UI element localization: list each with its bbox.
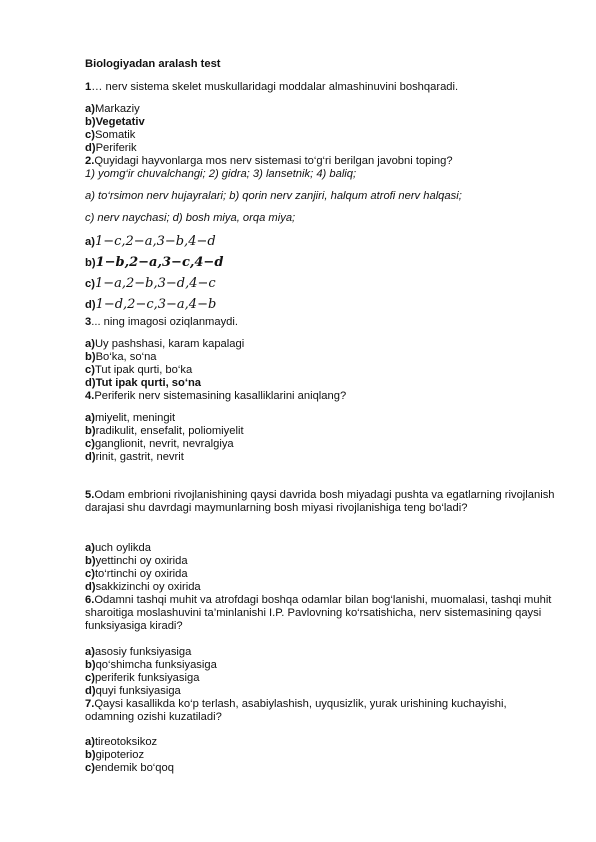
option-label: b) — [85, 116, 96, 128]
option-4a — [85, 412, 175, 425]
option-text: quyi funksiyasiga — [95, 685, 181, 697]
option-text: 1−d,2−c,3−a,4−b — [95, 297, 217, 312]
question-number: 4 — [85, 390, 92, 402]
option-label: a) — [85, 236, 95, 248]
option-text: to‘rtinchi oy oxirida — [94, 568, 188, 580]
question-text: Odamni tashqi muhit va atrofdagi boshqa odamlar bilan bog‘lanishi, muomalasi, tashqi muhit sharoitiga moslashuvini ta’minlanishi I.P. Pavlovning ko‘rsatishicha, nerv sistemasining qaysi funksiyasiga kiradi? — [85, 594, 552, 633]
option-5b — [85, 555, 188, 568]
option-text: Uy pashshasi, karam kapalagi — [94, 338, 245, 350]
question-text: Odam embrioni rivojlanishining qaysi davrida bosh miyadagi pushta va egatlarning rivojlanish darajasi shu davrdagi maymunlarning bosh miyasi rivojlanishiga teng bo‘ladi? — [85, 489, 555, 515]
question-number: 5 — [85, 489, 92, 501]
option-label: c) — [85, 438, 95, 450]
question-text: … nerv sistema skelet muskullaridagi moddalar almashinuvini boshqaradi. — [91, 81, 459, 93]
question-text: Quyidagi hayvonlarga mos nerv sistemasi to‘g‘ri berilgan javobni toping? — [94, 155, 453, 167]
option-text-answer: Tut ipak qurti, so‘na — [95, 377, 202, 389]
option-6d — [85, 685, 181, 698]
option-label: d) — [85, 377, 96, 389]
option-4d — [85, 451, 184, 464]
option-3a — [85, 338, 244, 351]
option-2a — [85, 235, 216, 249]
question-number: 2 — [85, 155, 92, 167]
option-text: gipoterioz — [95, 749, 145, 761]
option-6a — [85, 646, 191, 659]
option-label: a) — [85, 542, 95, 554]
option-label: c) — [85, 364, 95, 376]
option-text: radikulit, ensefalit, poliomiyelit — [95, 425, 244, 437]
option-label: c) — [85, 568, 95, 580]
option-7a — [85, 736, 157, 749]
option-label: b) — [85, 351, 96, 363]
option-3c — [85, 364, 192, 377]
question-1 — [85, 81, 458, 94]
option-label: b) — [85, 659, 96, 671]
option-text: Periferik — [95, 142, 137, 154]
option-text: yettinchi oy oxirida — [95, 555, 188, 567]
question-3 — [85, 316, 238, 329]
option-text: asosiy funksiyasiga — [94, 646, 192, 658]
option-label: c) — [85, 129, 95, 141]
option-5d — [85, 581, 201, 594]
option-text: uch oylikda — [94, 542, 151, 554]
question-number: 6 — [85, 594, 92, 606]
option-text: periferik funksiyasiga — [94, 672, 200, 684]
question-6: 6.Odamni tashqi muhit va atrofdagi boshqa odamlar bilan bog‘lanishi, muomalasi, tashqi muhit sharoitiga moslashuvini ta’minlanishi I.P. Pavlovning ko‘rsatishicha, nerv sistemasining qaysi funksiyasiga kiradi? — [85, 594, 552, 633]
option-label: d) — [85, 451, 96, 463]
question-2-systems-2: c) nerv naychasi; d) bosh miya, orqa miya; — [85, 212, 296, 224]
option-label: d) — [85, 142, 96, 154]
option-4c — [85, 438, 234, 451]
option-2c — [85, 277, 216, 291]
option-text: sakkizinchi oy oxirida — [95, 581, 201, 593]
option-6c — [85, 672, 199, 685]
option-label: c) — [85, 762, 95, 774]
question-4: 4.Periferik nerv sistemasining kasalliklarini aniqlang? — [85, 390, 347, 402]
question-number: 7 — [85, 698, 92, 710]
option-text: ganglionit, nevrit, nevralgiya — [94, 438, 234, 450]
option-text: tireotoksikoz — [94, 736, 158, 748]
option-label: a) — [85, 338, 95, 350]
option-2d — [85, 298, 216, 312]
option-text-answer: 1−b,2−a,3−c,4−d — [95, 255, 224, 270]
option-label: c) — [85, 278, 95, 290]
option-text: 1−a,2−b,3−d,4−c — [94, 276, 216, 291]
option-1d — [85, 142, 137, 155]
option-label: c) — [85, 672, 95, 684]
option-label: a) — [85, 103, 95, 115]
option-text: Bo‘ka, so‘na — [95, 351, 157, 363]
option-text: Markaziy — [94, 103, 140, 115]
option-text: Tut ipak qurti, bo‘ka — [94, 364, 193, 376]
option-text: rinit, gastrit, nevrit — [95, 451, 184, 463]
option-label: b) — [85, 749, 96, 761]
option-label: a) — [85, 736, 95, 748]
option-6b — [85, 659, 217, 672]
option-label: d) — [85, 299, 96, 311]
option-1c — [85, 129, 135, 142]
option-label: b) — [85, 425, 96, 437]
option-4b — [85, 425, 244, 438]
option-label: b) — [85, 257, 96, 269]
option-5c — [85, 568, 188, 581]
option-text: endemik bo‘qoq — [94, 762, 174, 774]
question-number: 3 — [85, 316, 92, 328]
question-2-systems-1: a) to‘rsimon nerv hujayralari; b) qorin nerv zanjiri, halqum atrofi nerv halqasi; — [85, 190, 462, 202]
option-3d — [85, 377, 201, 390]
option-7c — [85, 762, 174, 775]
option-label: a) — [85, 412, 95, 424]
option-label: b) — [85, 555, 96, 567]
document-title: Biologiyadan aralash test — [85, 58, 221, 70]
option-text: Somatik — [94, 129, 136, 141]
question-text: ... ning imagosi oziqlanmaydi. — [91, 316, 238, 328]
question-2-animals: 1) yomg‘ir chuvalchangi; 2) gidra; 3) lansetnik; 4) baliq; — [85, 168, 357, 180]
option-5a — [85, 542, 151, 555]
option-3b — [85, 351, 157, 364]
option-7b — [85, 749, 144, 762]
option-2b — [85, 256, 223, 270]
question-text: Qaysi kasallikda ko‘p terlash, asabiylashish, uyqusizlik, yurak urishining kuchayishi, odamning ozishi kuzatiladi? — [85, 698, 507, 724]
option-text: qo‘shimcha funksiyasiga — [95, 659, 217, 671]
option-1a — [85, 103, 140, 116]
option-label: d) — [85, 581, 96, 593]
question-5: 5.Odam embrioni rivojlanishining qaysi davrida bosh miyadagi pushta va egatlarning rivojlanish darajasi shu davrdagi maymunlarning bosh miyasi rivojlanishiga teng bo‘ladi? — [85, 489, 555, 515]
option-text: miyelit, meningit — [94, 412, 176, 424]
question-number: 1 — [85, 81, 92, 93]
option-label: d) — [85, 685, 96, 697]
option-text: 1−c,2−a,3−b,4−d — [94, 234, 216, 249]
question-text: Periferik nerv sistemasining kasalliklarini aniqlang? — [94, 390, 347, 402]
question-2: 2.Quyidagi hayvonlarga mos nerv sistemasi to‘g‘ri berilgan javobni toping? — [85, 155, 453, 167]
question-7: 7.Qaysi kasallikda ko‘p terlash, asabiylashish, uyqusizlik, yurak urishining kuchayishi, odamning ozishi kuzatiladi? — [85, 698, 507, 724]
option-text-answer: Vegetativ — [95, 116, 145, 128]
option-1b — [85, 116, 145, 129]
option-label: a) — [85, 646, 95, 658]
